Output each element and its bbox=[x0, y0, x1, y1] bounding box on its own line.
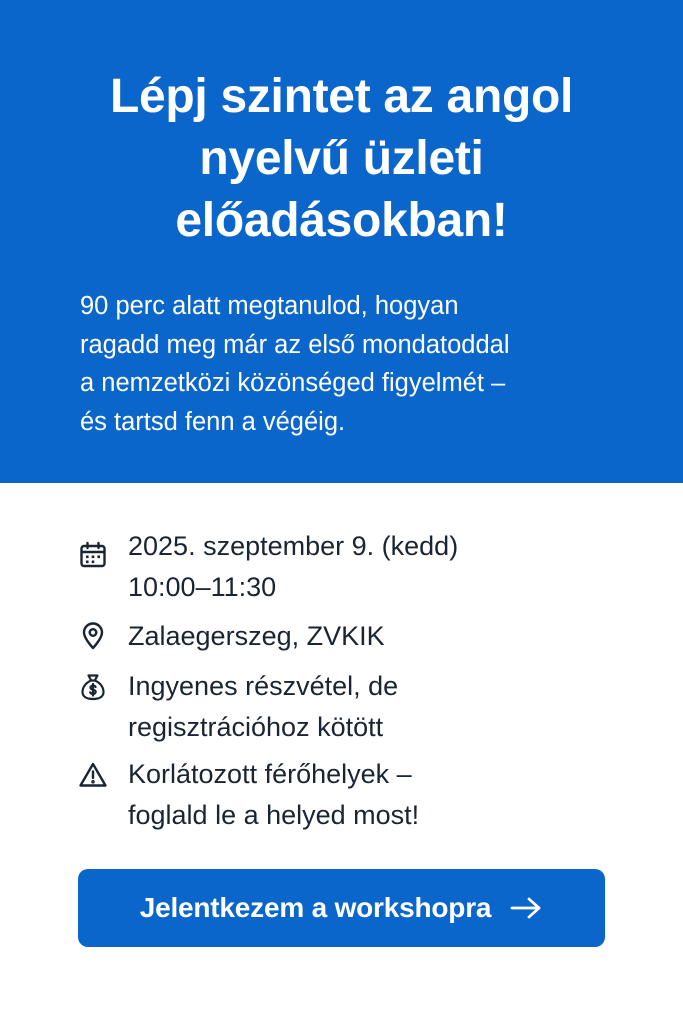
detail-date-text bbox=[128, 526, 648, 608]
detail-line: 2025. szeptember 9. (kedd) bbox=[128, 531, 459, 561]
location-pin-icon bbox=[78, 621, 108, 651]
subtitle-line: és tartsd fenn a végéig. bbox=[80, 407, 346, 436]
detail-line: Ingyenes részvétel, de bbox=[128, 671, 399, 701]
detail-limited-seats-text bbox=[128, 754, 648, 836]
page-subtitle bbox=[80, 287, 640, 441]
detail-line: foglald le a helyed most! bbox=[128, 800, 420, 830]
detail-price-text bbox=[128, 666, 648, 748]
register-button-label: Jelentkezem a workshopra bbox=[139, 892, 492, 923]
subtitle-line: 90 perc alatt megtanulod, hogyan bbox=[80, 292, 459, 320]
title-line: előadásokban! bbox=[175, 194, 508, 247]
warning-icon bbox=[78, 760, 108, 790]
detail-line: regisztrációhoz kötött bbox=[128, 712, 384, 742]
detail-line: 10:00–11:30 bbox=[128, 572, 277, 602]
detail-location-text bbox=[128, 616, 648, 657]
subtitle-line: ragadd meg már az első mondatoddal bbox=[80, 330, 510, 359]
subtitle-line: a nemzetközi közönséged figyelmét – bbox=[80, 369, 506, 397]
arrow-right-icon bbox=[509, 896, 543, 920]
detail-line: Korlátozott férőhelyek – bbox=[128, 759, 412, 789]
page-title bbox=[40, 66, 643, 252]
title-line: Lépj szintet az angol bbox=[109, 70, 574, 123]
title-line: nyelvű üzleti bbox=[199, 132, 484, 185]
hero-banner bbox=[0, 0, 683, 483]
detail-line: Zalaegerszeg, ZVKIK bbox=[128, 621, 385, 651]
register-button[interactable] bbox=[78, 869, 605, 947]
money-bag-icon bbox=[78, 672, 108, 702]
calendar-icon bbox=[78, 540, 108, 570]
